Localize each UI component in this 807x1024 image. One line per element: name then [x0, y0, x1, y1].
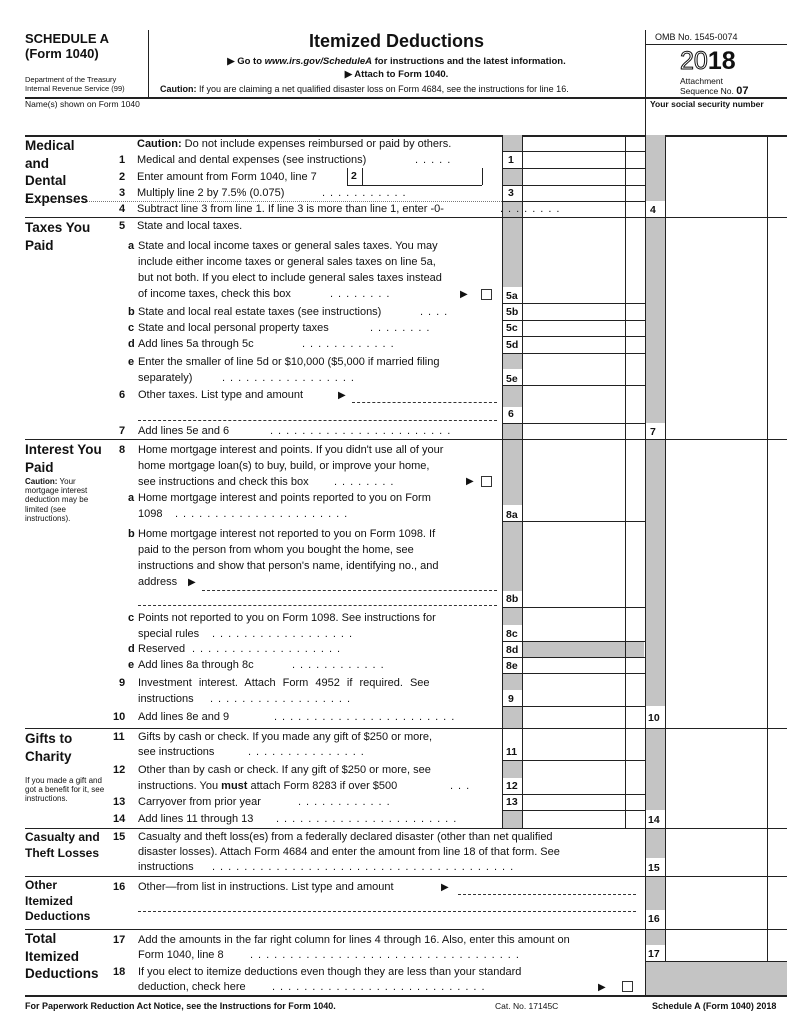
line-5-label: State and local taxes. [137, 220, 243, 232]
line-12-amount-input[interactable] [523, 779, 624, 793]
section-total: Total Itemized Deductions [25, 931, 99, 982]
line-4-amount-input[interactable] [666, 202, 766, 216]
line-8b-label-4: address [138, 576, 178, 588]
names-label: Name(s) shown on Form 1040 [25, 99, 140, 109]
line-8-label-2: home mortgage loan(s) to buy, build, or improve your home, [138, 460, 430, 472]
schedule-a-form: SCHEDULE A (Form 1040) Department of the Treasury Internal Revenue Service (99) Itemized Deductions ▶ Go to www.irs.gov/ScheduleA for instructions and the latest information. ▶ Attach to Form 1040. Caution: If you are claiming a net qualified disaster loss on Form 4684, see the instructions for line 16. OMB No. 1545-0074 2018 Attachment Sequence No. 07 Name(s) shown on Form 1040 Your social security number 2 Medical and Dental Expenses Taxes You Paid Interest You Paid Caution: Your mortgage interest deduction may be limited (see instructions). Gifts to Charity If you made a gift and got a benefit for it, see instructions. Casualty and Theft Losses Other Itemized Deductions Total Itemized Deductions Caution: Do not include expenses reimbursed or paid by others. 1 Medical and dental expenses (see instructions) ..... 1 2 Enter amount from Form 1040, line 7 3 Multiply line 2 by 7.5% (0.075) ........... 3 4 Subtract line 3 from line 1. If line 3 is more than line 1, enter -0- ........ 4 5 State and local taxes. a State and local income taxes or general sales taxes. You may include either income taxes or general sales taxes on line 5a, but not both. If you elect to include general sales taxes instead of income taxes, check this box ........ ▶ 5a b State and local real estate taxes (see instructions) .... 5b c State and local personal property taxes ........ 5c d Add lines 5a through 5c ............ 5d e Enter the smaller of line 5d or $10,000 ($5,000 if married filing separately) ................. 5e 6 Other taxes. List type and amount ▶ 6 7 Add lines 5e and 6 ....................... 7 8 Home mortgage interest and points. If you didn't use all of your home mortgage loan(s) to buy, build, or improve your home, see instructions and check this box ........ ▶ a Home mortgage interest and points reported to you on Form 1098 ...................... 8a b Home mortgage interest not reported to you on Form 1098. If paid to the person from whom you bought the home, see instructions and show that person's name, identifying no., and address ▶ 8b c Points not reported to you on Form 1098. See instructions for special rules .................. 8c d Reserved ................... 8d e Add lines 8a through 8c ............ 8e 9 Investment interest. Attach Form 4952 if required. See instructions .................. 9 10 Add lines 8e and 9 ....................... 10 11 Gifts by cash or check. If you made any gift of $250 or more, see instructions ............... 11 12 Other than by cash or check. If any gift of $250 or more, see instructions. You must attach Form 8283 if over $500 ... 12 13 Carryover from prior year ............ 13 14 Add lines 11 through 13 ....................... 14 15 Casualty and theft loss(es) from a federally declared disaster (other than net qualified disaster losses). Attach Form 4684 and enter the amount from line 18 of that form. See instructions ...................................... 15 16 Other—from list in instructions. List type and amount ▶ 16 17 Add the amounts in the far right column for lines 4 through 16. Also, enter this amount on Form 1040, line 8 .................................. 17 18 If you elect to itemize deductions even though they are less than your standard deduction, check here ........................... ▶ For Paperwork Reduction Act Notice, see the Instructions for Form 1040. Cat. No. 17145C Schedule A (Form 1040) 2018 [0, 0, 807, 1024]
form-title: Itemized Deductions [308, 31, 485, 51]
line-11-label-2: see instructions [138, 746, 215, 758]
line-5e-amount-input[interactable] [523, 354, 624, 384]
arrow-icon: ▶ [466, 476, 474, 487]
line-5d-amount-input[interactable] [523, 337, 624, 352]
line-8e-label: Add lines 8a through 8c [138, 659, 254, 671]
line-6-amount-input[interactable] [523, 386, 624, 422]
line-8a-amount-input[interactable] [523, 506, 624, 520]
line-9-label-1: Investment interest. Attach Form 4952 if required. See [138, 677, 430, 689]
caution-line: Caution: If you are claiming a net qualified disaster loss on Form 4684, see the instructions for line 16. [160, 84, 569, 94]
line-5c-label: State and local personal property taxes [138, 322, 329, 334]
line-8c-amount-input[interactable] [523, 626, 624, 640]
line-3-label: Multiply line 2 by 7.5% (0.075) [137, 187, 285, 199]
line-10-label: Add lines 8e and 9 [138, 711, 230, 723]
line-9-amount-input[interactable] [523, 691, 624, 705]
line-5a-label-4: of income taxes, check this box [138, 288, 291, 300]
line-13-label: Carryover from prior year [138, 796, 261, 808]
form-label: (Form 1040) [25, 46, 99, 61]
line-8d-label: Reserved [138, 643, 186, 655]
arrow-icon: ▶ [598, 982, 606, 993]
line-17-label-2: Form 1040, line 8 [138, 949, 224, 961]
line-17-label-1: Add the amounts in the far right column for lines 4 through 16. Also, enter this amount on [138, 934, 570, 946]
line-5a-label-3: but not both. If you elect to include general sales taxes instead [138, 272, 442, 284]
line-8-label-1: Home mortgage interest and points. If you didn't use all of your [138, 444, 444, 456]
line-8c-label-2: special rules [138, 628, 200, 640]
line-15-label-1: Casualty and theft loss(es) from a federally declared disaster (other than net qualified [138, 831, 553, 843]
line-5d-label: Add lines 5a through 5c [138, 338, 254, 350]
line-15-amount-input[interactable] [666, 859, 766, 875]
line-5b-label: State and local real estate taxes (see instructions) [138, 306, 382, 318]
attach-line: ▶ Attach to Form 1040. [344, 69, 449, 80]
line-14-label: Add lines 11 through 13 [138, 813, 254, 825]
line-8b-label-3: instructions and show that person's name, identifying no., and [138, 560, 439, 572]
section-interest: Interest You Paid [25, 442, 102, 475]
line-8b-label-2: paid to the person from whom you bought the home, see [138, 544, 414, 556]
section-gifts: Gifts to Charity [25, 731, 73, 764]
line-18-label-2: deduction, check here [138, 981, 246, 993]
line-9-label-2: instructions [138, 693, 194, 705]
line-8-limit-checkbox[interactable] [481, 476, 492, 487]
sequence-label: Sequence No. 07 [680, 85, 749, 97]
line-3-amount-input[interactable] [523, 186, 624, 200]
footer-paperwork-notice: For Paperwork Reduction Act Notice, see the Instructions for Form 1040. [25, 1001, 336, 1011]
line-17-amount-input[interactable] [666, 946, 766, 960]
arrow-icon: ▶ [441, 882, 449, 893]
line-8b-label-1: Home mortgage interest not reported to you on Form 1098. If [138, 528, 436, 540]
ssn-field[interactable] [650, 110, 785, 132]
section-casualty: Casualty and Theft Losses [25, 830, 100, 860]
ssn-label: Your social security number [650, 99, 764, 109]
interest-caution: Caution: Your mortgage interest deduction may be limited (see instructions). [25, 477, 89, 523]
dept-line2: Internal Revenue Service (99) [25, 84, 125, 93]
line-5a-label-2: include either income taxes or general sales taxes on line 5a, [138, 256, 436, 268]
section-medical: Medical and Dental Expenses [25, 138, 89, 206]
dept-line1: Department of the Treasury [25, 75, 117, 84]
line-5b-amount-input[interactable] [523, 304, 624, 319]
schedule-label: SCHEDULE A [25, 31, 110, 46]
line-18-label-1: If you elect to itemize deductions even though they are less than your standard [138, 966, 522, 978]
line-7-label: Add lines 5e and 6 [138, 425, 230, 437]
line-5e-label-1: Enter the smaller of line 5d or $10,000 ($5,000 if married filing [138, 356, 440, 368]
section-taxes: Taxes You Paid [25, 220, 91, 253]
line-1-amount-input[interactable] [523, 152, 624, 167]
line-16-type-input[interactable] [458, 880, 636, 894]
line-7-amount-input[interactable] [666, 424, 766, 438]
gifts-note: If you made a gift and got a benefit for it, see instructions. [25, 776, 105, 804]
goto-line: ▶ Go to www.irs.gov/ScheduleA for instructions and the latest information. [227, 56, 566, 67]
line-5a-label-1: State and local income taxes or general sales taxes. You may [138, 240, 438, 252]
omb-number: OMB No. 1545-0074 [655, 32, 738, 42]
line-6-type-input[interactable] [352, 388, 497, 402]
line-16-label: Other—from list in instructions. List type and amount [138, 881, 394, 893]
line-8c-label-1: Points not reported to you on Form 1098. See instructions for [138, 612, 436, 624]
line-11-label-1: Gifts by cash or check. If you made any gift of $250 or more, [138, 731, 433, 743]
footer-schedule-label: Schedule A (Form 1040) 2018 [652, 1001, 777, 1011]
line-16-amount-input[interactable] [666, 911, 766, 928]
line-12-label-1: Other than by cash or check. If any gift of $250 or more, see [138, 764, 431, 776]
line-13-amount-input[interactable] [523, 795, 624, 809]
line-2-label: Enter amount from Form 1040, line 7 [137, 171, 317, 183]
line-4-label: Subtract line 3 from line 1. If line 3 is more than line 1, enter -0- [137, 203, 444, 215]
section-other: Other Itemized Deductions [25, 878, 91, 924]
arrow-icon: ▶ [338, 390, 346, 401]
line-5a-sales-tax-checkbox[interactable] [481, 289, 492, 300]
goto-url[interactable]: www.irs.gov/ScheduleA [264, 56, 372, 67]
line-12-label-2: instructions. You must attach Form 8283 if over $500 [138, 780, 398, 792]
line-8a-label-1: Home mortgage interest and points reported to you on Form [138, 492, 431, 504]
attachment-label: Attachment [680, 76, 723, 86]
line-8b-address-input[interactable] [202, 575, 497, 589]
line-8-label-3: see instructions and check this box [138, 476, 309, 488]
line-8e-amount-input[interactable] [523, 658, 624, 672]
line-5a-amount-input[interactable] [523, 288, 624, 302]
medical-caution: Caution: Do not include expenses reimbursed or paid by others. [137, 138, 452, 150]
line-6-label: Other taxes. List type and amount [138, 389, 304, 401]
line-15-label-3: instructions [138, 861, 194, 873]
line-18-itemize-checkbox[interactable] [622, 981, 633, 992]
line-14-amount-input[interactable] [666, 811, 766, 827]
footer-cat-number: Cat. No. 17145C [495, 1001, 559, 1011]
tax-year: 2018 [680, 47, 736, 75]
line-8b-amount-input[interactable] [523, 592, 624, 606]
line-10-amount-input[interactable] [666, 710, 766, 727]
name-field[interactable] [30, 110, 640, 132]
line-15-label-2: disaster losses). Attach Form 4684 and enter the amount from line 18 of that form. See [138, 846, 560, 858]
line-5c-amount-input[interactable] [523, 321, 624, 335]
line-11-amount-input[interactable] [523, 744, 624, 759]
line-8a-label-2: 1098 [138, 508, 163, 520]
line-5e-label-2: separately) [138, 372, 193, 384]
line-1-label: Medical and dental expenses (see instructions) [137, 154, 367, 166]
line-2-amount-input[interactable] [364, 169, 480, 184]
arrow-icon: ▶ [460, 289, 468, 300]
arrow-icon: ▶ [188, 577, 196, 588]
